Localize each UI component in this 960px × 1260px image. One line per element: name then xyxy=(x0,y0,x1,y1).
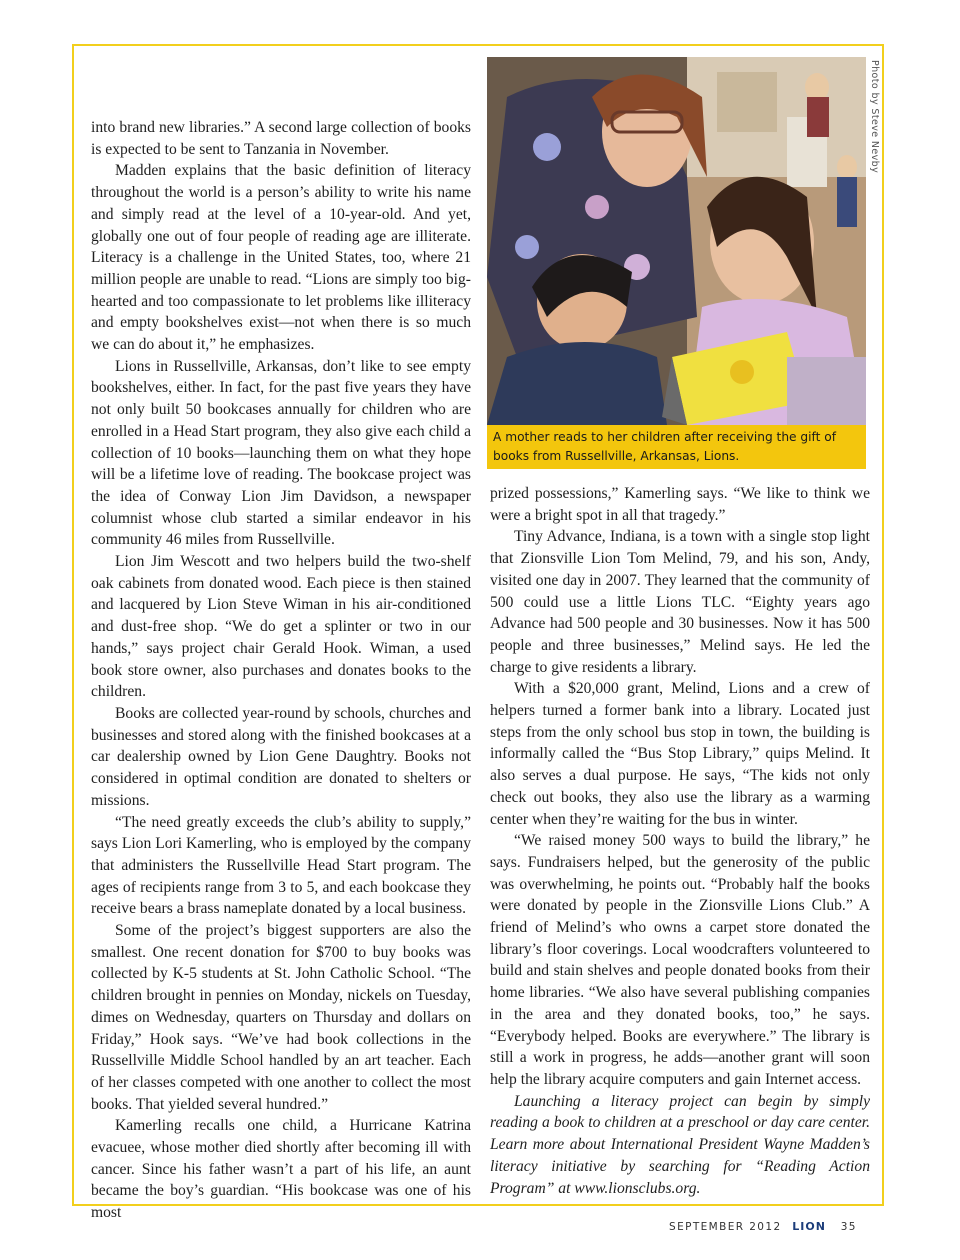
paragraph: “We raised money 500 ways to build the library,” he says. Fundraisers helped, but the generosity of the public was overwhelming, he points out. “Probably half the books were donated by people in the Zionsville Lions Club.” A friend of Melind’s who owns a carpet store donated the library’s floor coverings. Local woodcrafters volunteered to build and stain shelves and people donated books from their home libraries. “We also have several publishing companies in the area and they donated books, too,” he says. “Everybody helped. Books are everywhere.” The library is still a work in progress, he adds—another grant will soon help the library acquire computers and gain Internet access. xyxy=(490,832,870,1088)
paragraph: prized possessions,” Kamerling says. “We like to think we were a bright spot in all that tragedy.” xyxy=(490,485,870,524)
article-photo xyxy=(487,57,866,425)
paragraph: Lion Jim Wescott and two helpers build the two-shelf oak cabinets from donated wood. Each piece is then stained and lacquered by Lion Steve Wiman in his air-conditioned and dust-free shop. “We do get a splinter or two in our hands,” says project chair Gerald Hook. Wiman, a used book store owner, also purchases and donates books to the children. xyxy=(91,553,471,701)
paragraph: into brand new libraries.” A second large collection of books is expected to be sent to Tanzania in November. xyxy=(91,119,471,158)
paragraph: Books are collected year-round by schools, churches and businesses and stored along with the finished bookcases at a car dealership owned by Lion Gene Daughtry. Books not considered in optimal condition are donated to shelters or missions. xyxy=(91,704,471,809)
page-number: 35 xyxy=(840,1221,857,1233)
paragraph: Lions in Russellville, Arkansas, don’t like to see empty bookshelves, either. In fact, for the past five years they have not only built 50 bookcases annually for children who are enrolled in a Head Start program, they also give each child a collection of 10 books—launching them on what they hope will be a lifetime love of reading. The bookcase project was the idea of Conway Lion Jim Davidson, a newspaper columnist whose club started a similar endeavor in his community 46 miles from Russellville. xyxy=(91,357,471,549)
photo-credit: Photo by Steve Nevby xyxy=(869,60,880,174)
paragraph: Madden explains that the basic definition of literacy throughout the world is a person’s ability to write his name and simply read at the level of a 10-year-old. And yet, globally one out of four people of reading age are illiterate. Literacy is a challenge in the United States, too, where 21 million people are unable to read. “Lions are simply too big-hearted and too compassionate to let problems like illiteracy and empty bookshelves exist—not when there is so much we can do about it,” he emphasizes. xyxy=(91,162,471,354)
page-footer xyxy=(669,1220,857,1233)
photo-caption: A mother reads to her children after receiving the gift of books from Russellville, Arkansas, Lions. xyxy=(487,425,866,469)
article-column-left xyxy=(91,117,471,1224)
paragraph: “The need greatly exceeds the club’s ability to supply,” says Lion Lori Kamerling, who is employed by the company that administers the Russellville Head Start program. The ages of recipients range from 3 to 5, and each bookcase they receive bears a brass nameplate donated by a local business. xyxy=(91,813,471,918)
paragraph: Some of the project’s biggest supporters are also the smallest. One recent donation for $700 to buy books was collected by K-5 students at St. John Catholic School. “The children brought in pennies on Monday, nickels on Tuesday, dimes on Wednesday, quarters on Thursday and dollars on Friday,” Hook says. “We’ve had book collections in the Russellville Middle School handled by an art teacher. Each of her classes competed with one another to collect the most books. That yielded several hundred.” xyxy=(91,922,471,1113)
paragraph: Tiny Advance, Indiana, is a town with a single stop light that Zionsville Lion Tom Melind, 79, and his son, Andy, visited one day in 2007. They learned that the community of 500 could use a little Lions TLC. “Eighty years ago Advance had 500 people and 30 businesses. Now it has 500 people and three businesses,” Melind says. He led the charge to give residents a library. xyxy=(490,528,870,676)
paragraph: Kamerling recalls one child, a Hurricane Katrina evacuee, whose mother died shortly after becoming ill with cancer. Since his father wasn’t a part of his life, an aunt became the boy’s guardian. “His bookcase was one of his most xyxy=(91,1117,471,1222)
article-column-right xyxy=(490,483,870,1199)
magazine-name: LION xyxy=(792,1220,826,1233)
footer-date: SEPTEMBER 2012 xyxy=(669,1221,782,1233)
paragraph: With a $20,000 grant, Melind, Lions and a crew of helpers turned a former bank into a library. Located just steps from the only school bus stop in town, the building is informally called the “Bus Stop Library,” quips Melind. It also serves a dual purpose. He says, “The kids not only check out books, they also use the library as a warming center when they’re waiting for the bus in winter. xyxy=(490,680,870,828)
closing-paragraph: Launching a literacy project can begin by simply reading a book to children at a preschool or day care center. Learn more about International President Wayne Madden’s literacy initiative by searching for “Reading Action Program” at www.lionsclubs.org. xyxy=(490,1092,870,1197)
